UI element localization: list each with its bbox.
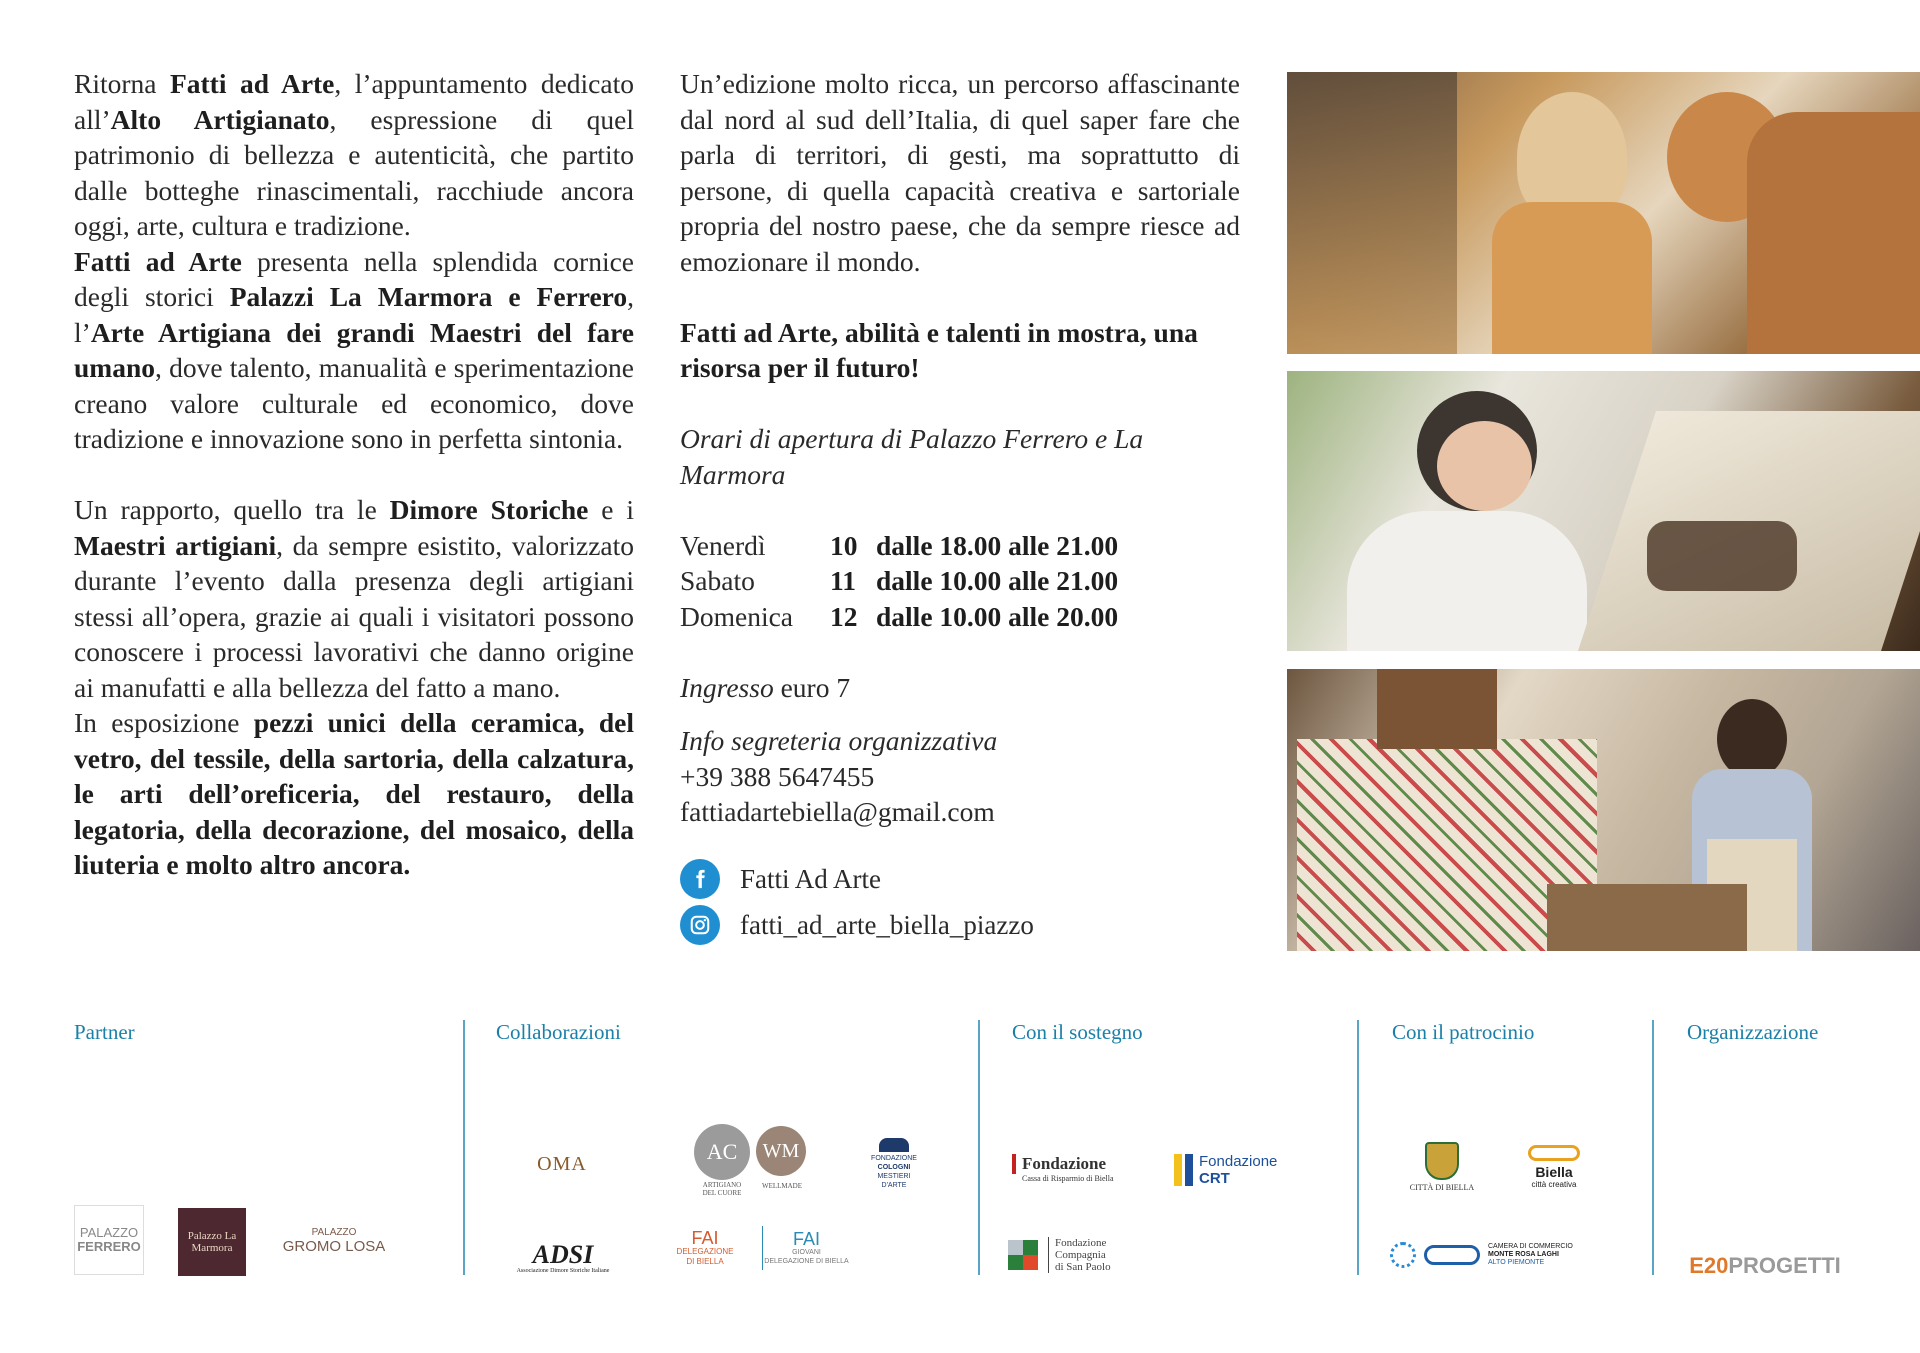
schedule-day: Domenica xyxy=(680,600,794,632)
event-info-column xyxy=(680,66,1240,830)
organizzazione-title: Organizzazione xyxy=(1687,1020,1819,1044)
instagram-icon xyxy=(680,905,720,945)
info-label: Info segreteria organizzativa xyxy=(680,725,998,756)
palazzo-ferrero-logo: PALAZZO FERRERO xyxy=(74,1205,144,1275)
oma-logo: OMA xyxy=(537,1152,587,1175)
opening-hours-title: Orari di apertura di Palazzo Ferrero e La Marmora xyxy=(680,423,1144,490)
tagline: Fatti ad Arte, abilità e talenti in mostra, una risorsa per il futuro! xyxy=(680,316,1198,383)
paragraph-intro: Ritorna Fatti ad Arte, l’appuntamento dedicato all’Alto Artigianato, espressione di quel patrimonio di bellezza e autenticità, che partito dalle botteghe rinascimentali, racchiude ancora oggi, arte, cultura e tradizione. xyxy=(74,68,634,241)
palazzo-gromo-losa-logo: PALAZZO GROMO LOSA xyxy=(282,1227,386,1255)
facebook-label: Fatti Ad Arte xyxy=(740,863,881,894)
paragraph-exhibition: In esposizione pezzi unici della ceramica, del vetro, del tessile, della sartoria, della calzatura, le arti dell’oreficeria, del restauro, della legatoria, della decorazione, del mosaico, della liuteria e molto altro ancora. xyxy=(74,707,634,880)
fondazione-crt-logo: Fondazione CRT xyxy=(1174,1150,1302,1190)
biella-citta-creativa-logo: Biella città creativa xyxy=(1518,1138,1590,1196)
artigiano-del-cuore-text: ARTIGIANO DEL CUORE xyxy=(702,1181,742,1197)
fai-biella-logo: FAI DELEGAZIONE DI BIELLA xyxy=(676,1228,734,1266)
schedule-hours: dalle 10.00 alle 20.00 xyxy=(876,600,1119,632)
palazzo-la-marmora-logo: Palazzo La Marmora xyxy=(178,1208,246,1276)
patrocinio-title: Con il patrocinio xyxy=(1392,1020,1535,1044)
instagram-link[interactable] xyxy=(680,905,1034,945)
divider xyxy=(463,1020,465,1275)
paragraph-presentation: Fatti ad Arte presenta nella splendida cornice degli storici Palazzi La Marmora e Ferrero, l’Arte Artigiana dei grandi Maestri del fare umano, dove talento, manualità e sperimentazione creano valore culturale ed economico, dove tradizione e innovazione sono in perfetta sintonia. xyxy=(74,245,634,454)
divider xyxy=(978,1020,980,1275)
artigiano-del-cuore-logo: AC xyxy=(694,1124,750,1180)
instagram-label: fatti_ad_arte_biella_piazzo xyxy=(740,909,1034,940)
schedule-day: Sabato xyxy=(680,565,755,596)
schedule-date: 12 xyxy=(830,600,858,632)
divider xyxy=(1652,1020,1654,1275)
fondazione-cologni-logo: FONDAZIONE COLOGNI MESTIERI D'ARTE xyxy=(866,1138,922,1190)
facebook-link[interactable] xyxy=(680,859,881,899)
facebook-icon xyxy=(680,859,720,899)
intro-text-column xyxy=(74,66,634,883)
photo-craftsman-workshop xyxy=(1287,669,1920,951)
paragraph-dimore: Un rapporto, quello tra le Dimore Storiche e i Maestri artigiani, da sempre esistito, valorizzato durante l’evento dalla presenza degli artigiani stessi all’opera, grazie ai quali i visitatori possono conoscere i processi lavorativi che danno origine ai manufatti e alla bellezza del fatto a mano. xyxy=(74,494,635,703)
opening-schedule xyxy=(680,528,1240,635)
photo-visitors-examining-crafts xyxy=(1287,72,1920,354)
sostegno-title: Con il sostegno xyxy=(1012,1020,1143,1044)
compagnia-san-paolo-logo: Fondazione Compagnia di San Paolo xyxy=(1008,1232,1128,1278)
fondazione-cassa-risparmio-biella-logo: Fondazione Cassa di Risparmio di Biella xyxy=(1012,1144,1138,1192)
adsi-logo: ADSI Associazione Dimore Storiche Italiane xyxy=(516,1240,610,1274)
schedule-date: 11 xyxy=(830,565,856,596)
camera-di-commercio-logo: CAMERA DI COMMERCIO MONTE ROSA LAGHI ALTO PIEMONTE xyxy=(1390,1240,1586,1270)
wellmade-logo: WM xyxy=(756,1126,806,1176)
schedule-hours: dalle 10.00 alle 21.00 xyxy=(876,565,1119,596)
divider xyxy=(1357,1020,1359,1275)
schedule-hours: dalle 18.00 alle 21.00 xyxy=(876,529,1119,561)
email-address[interactable]: fattiadartebiella@gmail.com xyxy=(680,796,995,827)
e20-progetti-logo: E20 PROGETTI xyxy=(1689,1253,1841,1278)
citta-di-biella-logo: CITTÀ DI BIELLA xyxy=(1390,1138,1494,1196)
schedule-day: Venerdì xyxy=(680,529,766,561)
schedule-date: 10 xyxy=(830,529,858,561)
fai-giovani-biella-logo: FAI GIOVANI DELEGAZIONE DI BIELLA xyxy=(762,1226,850,1270)
photo-artisan-painting xyxy=(1287,371,1920,651)
phone-number[interactable]: +39 388 5647455 xyxy=(680,760,875,792)
wellmade-text: WELLMADE xyxy=(761,1182,803,1190)
edition-description: Un’edizione molto ricca, un percorso affascinante dal nord al sud dell’Italia, di quel saper fare che parla di territori, di gesti, ma soprattutto di persone, di quella capacità creativa e sartoriale propria del nostro paese, che da sempre riesce ad emozionare il mondo. xyxy=(680,68,1240,277)
entry-price: Ingresso euro 7 xyxy=(680,671,851,703)
partner-title: Partner xyxy=(74,1020,135,1044)
collaborazioni-title: Collaborazioni xyxy=(496,1020,621,1044)
